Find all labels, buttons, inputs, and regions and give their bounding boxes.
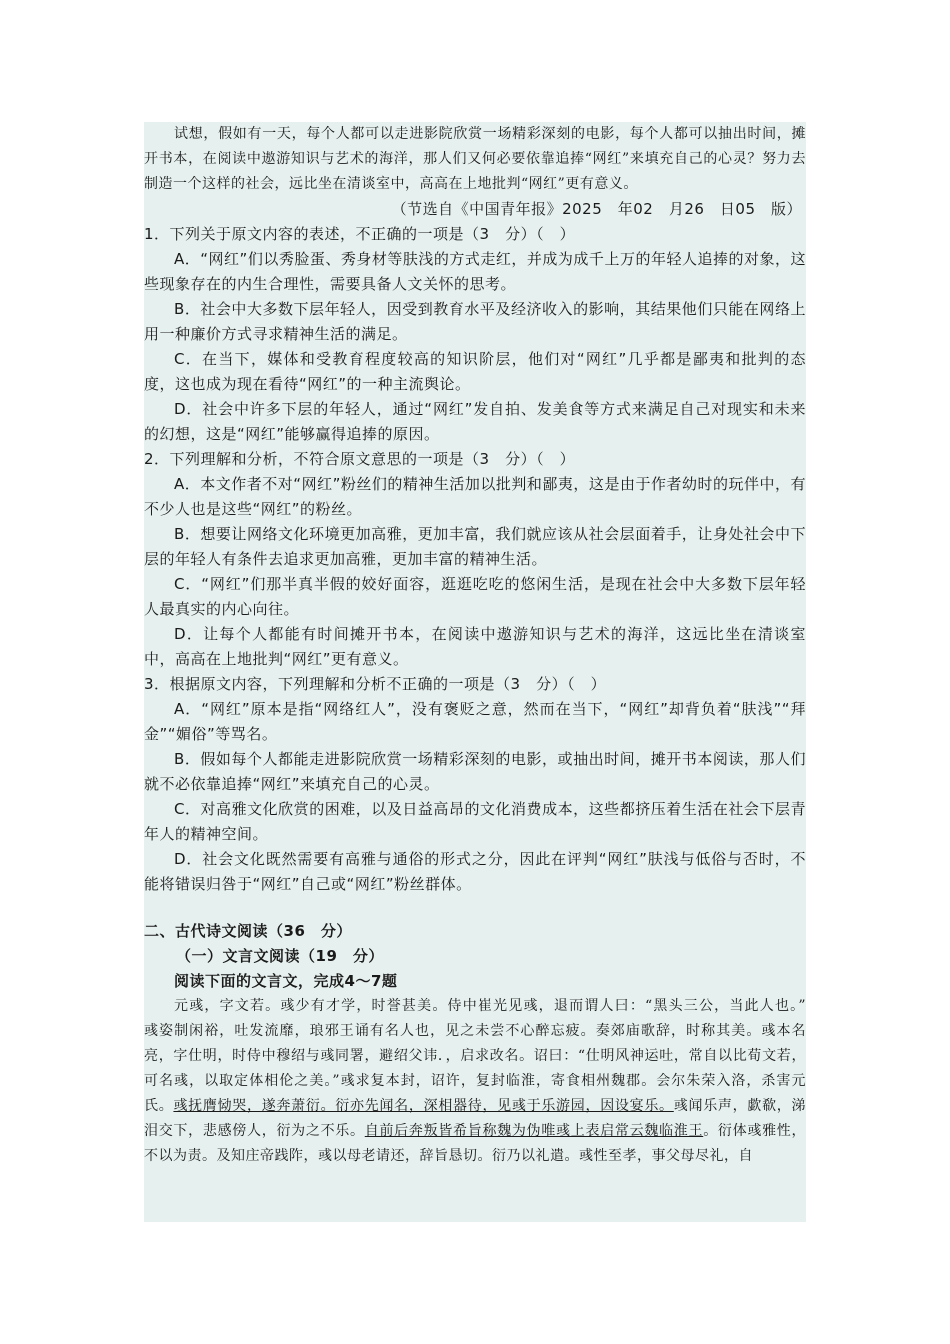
classical-text-3: 。衍体彧雅性，不以为责。及知庄帝践阼，彧以母老请还，辞旨恳切。衍乃以礼遣。彧性至孝，事父母尽礼，自 bbox=[144, 1123, 807, 1164]
question-1-option-a: A．“网红”们以秀脸蛋、秀身材等肤浅的方式走红，并成为成千上万的年轻人追捧的对象，这些现象存在的内生合理性，需要具备人文关怀的思考。 bbox=[144, 250, 806, 293]
question-3-option-d: D．社会文化既然需要有高雅与通俗的形式之分，因此在评判“网红”肤浅与低俗与否时，不能将错误归咎于“网红”自己或“网红”粉丝群体。 bbox=[144, 850, 806, 893]
passage-source: （节选自《中国青年报》2025 年02 月26 日05 版） bbox=[391, 200, 802, 218]
section-2-instruction: 阅读下面的文言文，完成4～7题 bbox=[174, 972, 398, 990]
classical-text-1: 元彧，字文若。彧少有才学，时誉甚美。侍中崔光见彧，退而谓人曰：“黑头三公，当此人也。” 彧姿制闲裕，吐发流靡，琅邪王诵有名人也，见之未尝不心醉忘疲。奏郊庙歌辞，时称其美。彧本名亮，字仕明，时侍中穆绍与彧同署，避绍父讳．，启求改名。诏曰：“仕明风神运吐，常自以比荀文若，可名彧，以取定体相伦之美。”彧求复本封，诏许，复封临淮，寄食相州魏郡。会尔朱荣入洛，杀害元氏。 bbox=[144, 998, 835, 1114]
question-2-option-c: C．“网红”们那半真半假的姣好面容，逛逛吃吃的悠闲生活，是现在社会中大多数下层年轻人最真实的内心向往。 bbox=[144, 575, 806, 618]
classical-text-2: 彧闻乐声，歔欷，涕泪交下，悲感傍人，衍为之不乐。 bbox=[144, 1098, 807, 1139]
question-1-option-d: D．社会中许多下层的年轻人，通过“网红”发自拍、发美食等方式来满足自己对现实和未来的幻想，这是“网红”能够赢得追捧的原因。 bbox=[144, 400, 806, 443]
question-3-stem: 3．根据原文内容，下列理解和分析不正确的一项是（3 分）（ ） bbox=[144, 675, 607, 693]
document-content bbox=[144, 122, 835, 1222]
question-2-option-a: A．本文作者不对“网红”粉丝们的精神生活加以批判和鄙夷，这是由于作者幼时的玩伴中，有不少人也是这些“网红”的粉丝。 bbox=[144, 475, 806, 518]
section-2-title: 二、古代诗文阅读（36 分） bbox=[144, 922, 352, 940]
question-1-option-b: B．社会中大多数下层年轻人，因受到教育水平及经济收入的影响，其结果他们只能在网络上用一种廉价方式寻求精神生活的满足。 bbox=[144, 300, 806, 343]
passage-paragraph: 试想，假如有一天，每个人都可以走进影院欣赏一场精彩深刻的电影，每个人都可以抽出时间，摊开书本，在阅读中遨游知识与艺术的海洋，那人们又何必要依靠追捧“网红”来填充自己的心灵？努力去制造一个这样的社会，远比坐在清谈室中，高高在上地批判“网红”更有意义。 bbox=[144, 126, 806, 192]
underlined-sentence-2: 自前后奔叛皆希旨称魏为伪唯彧上表启常云魏临淮王 bbox=[364, 1123, 704, 1139]
question-1-option-c: C．在当下，媒体和受教育程度较高的知识阶层，他们对“网红”几乎都是鄙夷和批判的态度，这也成为现在看待“网红”的一种主流舆论。 bbox=[144, 350, 806, 393]
question-2-option-b: B．想要让网络文化环境更加高雅，更加丰富，我们就应该从社会层面着手，让身处社会中下层的年轻人有条件去追求更加高雅，更加丰富的精神生活。 bbox=[144, 525, 806, 568]
question-3-option-a: A．“网红”原本是指“网络红人”，没有褒贬之意，然而在当下，“网红”却背负着“肤浅”“拜金”“媚俗”等骂名。 bbox=[144, 700, 806, 743]
question-3-option-b: B．假如每个人都能走进影院欣赏一场精彩深刻的电影，或抽出时间，摊开书本阅读，那人们就不必依靠追捧“网红”来填充自己的心灵。 bbox=[144, 750, 806, 793]
question-1-stem: 1．下列关于原文内容的表述，不正确的一项是（3 分）（ ） bbox=[144, 225, 576, 243]
underlined-sentence-1: 彧抚膺恸哭，遂奔萧衍。衍亦先闻名，深相器待，见彧于乐游园，因设宴乐。 bbox=[173, 1098, 674, 1114]
section-2-subtitle: （一）文言文阅读（19 分） bbox=[176, 947, 384, 965]
question-2-option-d: D．让每个人都能有时间摊开书本，在阅读中遨游知识与艺术的海洋，这远比坐在清谈室中，高高在上地批判“网红”更有意义。 bbox=[144, 625, 806, 668]
question-3-option-c: C．对高雅文化欣赏的困难，以及日益高昂的文化消费成本，这些都挤压着生活在社会下层青年人的精神空间。 bbox=[144, 800, 806, 843]
question-2-stem: 2．下列理解和分析，不符合原文意思的一项是（3 分）（ ） bbox=[144, 450, 576, 468]
classical-passage bbox=[144, 994, 835, 1169]
